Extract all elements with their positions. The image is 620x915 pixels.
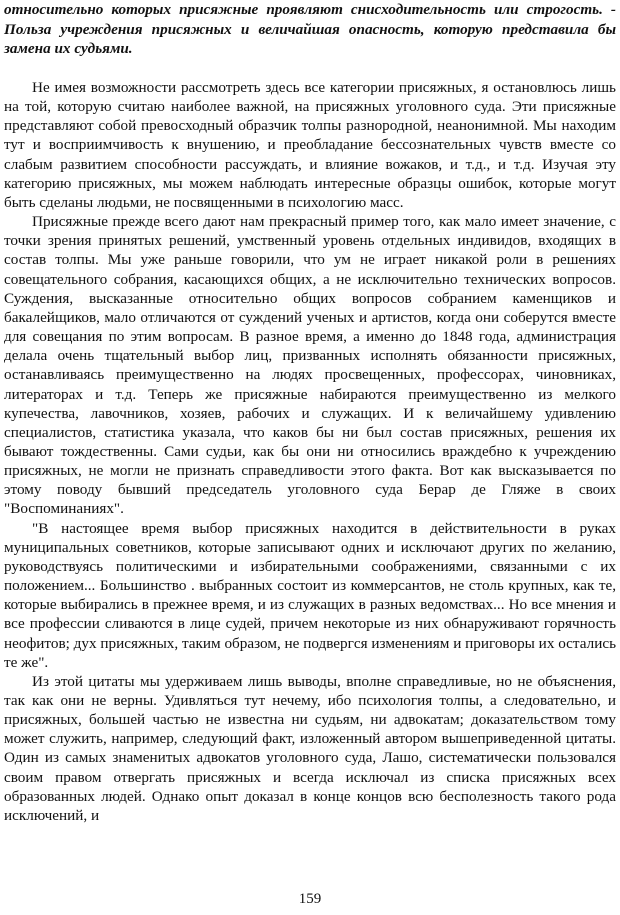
intro-text: относительно которых присяжные проявляют снисходительность или строгость. - Польза учреждения присяжных и величайшая опасность, которую представила бы замена их судьями. (4, 1, 616, 57)
page-number: 159 (298, 891, 322, 907)
paragraph: Не имея возможности рассмотреть здесь все категории присяжных, я остановлюсь лишь на той, которую считаю наиболее важной, на присяжных уголовного суда. Эти присяжные представляют собой превосходный образчик толпы разнородной, неанонимной. Мы находим тут и восприимчивость к внушению, и преобладание бессознательных чувств вместе со слабым развитием способности рассуждать, и влияние вожаков, и т.д., и т.д. Изучая эту категорию присяжных, мы можем наблюдать интересные образцы ошибок, которые могут быть сделаны людьми, не посвященными в психологию масс. (4, 79, 616, 211)
body-text (4, 78, 616, 825)
paragraph: Присяжные прежде всего дают нам прекрасный пример того, как мало имеет значение, с точки зрения принятых решений, умственный уровень отдельных индивидов, входящих в состав толпы. Мы уже раньше говорили, что ум не играет никакой роли в решениях совещательного собрания, касающихся общих, а не исключительно технических вопросов. Суждения, высказанные относительно общих вопросов собранием каменщиков и бакалейщиков, мало отличаются от суждений ученых и артистов, когда они соберутся вместе для совещания по этим вопросам. В разное время, а именно до 1848 года, администрация делала очень тщательный выбор лиц, призванных исполнять обязанности присяжных, останавливаясь преимущественно на людях просвещенных, профессорах, чиновниках, литераторах и т.д. Теперь же присяжные набираются преимущественно из мелкого купечества, лавочников, хозяев, рабочих и служащих. И к величайшему удивлению специалистов, статистика указала, что каков бы ни был состав присяжных, решения их бывают тождественны. Сами судьи, как бы они ни относились враждебно к учреждению присяжных, не могли не признать справедливости этого факта. Вот как высказывается по этому поводу бывший председатель уголовного суда Берар де Гляже в своих "Воспоминаниях". (4, 213, 616, 518)
paragraph: "В настоящее время выбор присяжных находится в действительности в руках муниципальных советников, которые записывают одних и исключают других по желанию, руководствуясь политическими и избирательными соображениями, связанными с их положением... Большинство . выбранных состоит из коммерсантов, не столь крупных, как те, которые выбирались в прежнее время, и из служащих в разных ведомствах... Но все мнения и все профессии сливаются в лице судей, причем некоторые из них обнаруживают горячность неофитов; дух присяжных, таким образом, не подвергся изменениям и приговоры их остались те же". (4, 519, 616, 671)
paragraph: Из этой цитаты мы удерживаем лишь выводы, вполне справедливые, но не объяснения, так как они не верны. Удивляться тут нечему, ибо психология толпы, а следовательно, и присяжных, большей частью не известна ни судьям, ни адвокатам; доказательством тому может служить, например, следующий факт, изложенный автором вышеприведенной цитаты. Один из самых знаменитых адвокатов уголовного суда, Лашо, систематически пользовался своим правом отвергать присяжных и всегда исключал из списка присяжных всех образованных людей. Однако опыт доказал в конце концов всю бесполезность такого рода исключений, и (4, 672, 616, 824)
